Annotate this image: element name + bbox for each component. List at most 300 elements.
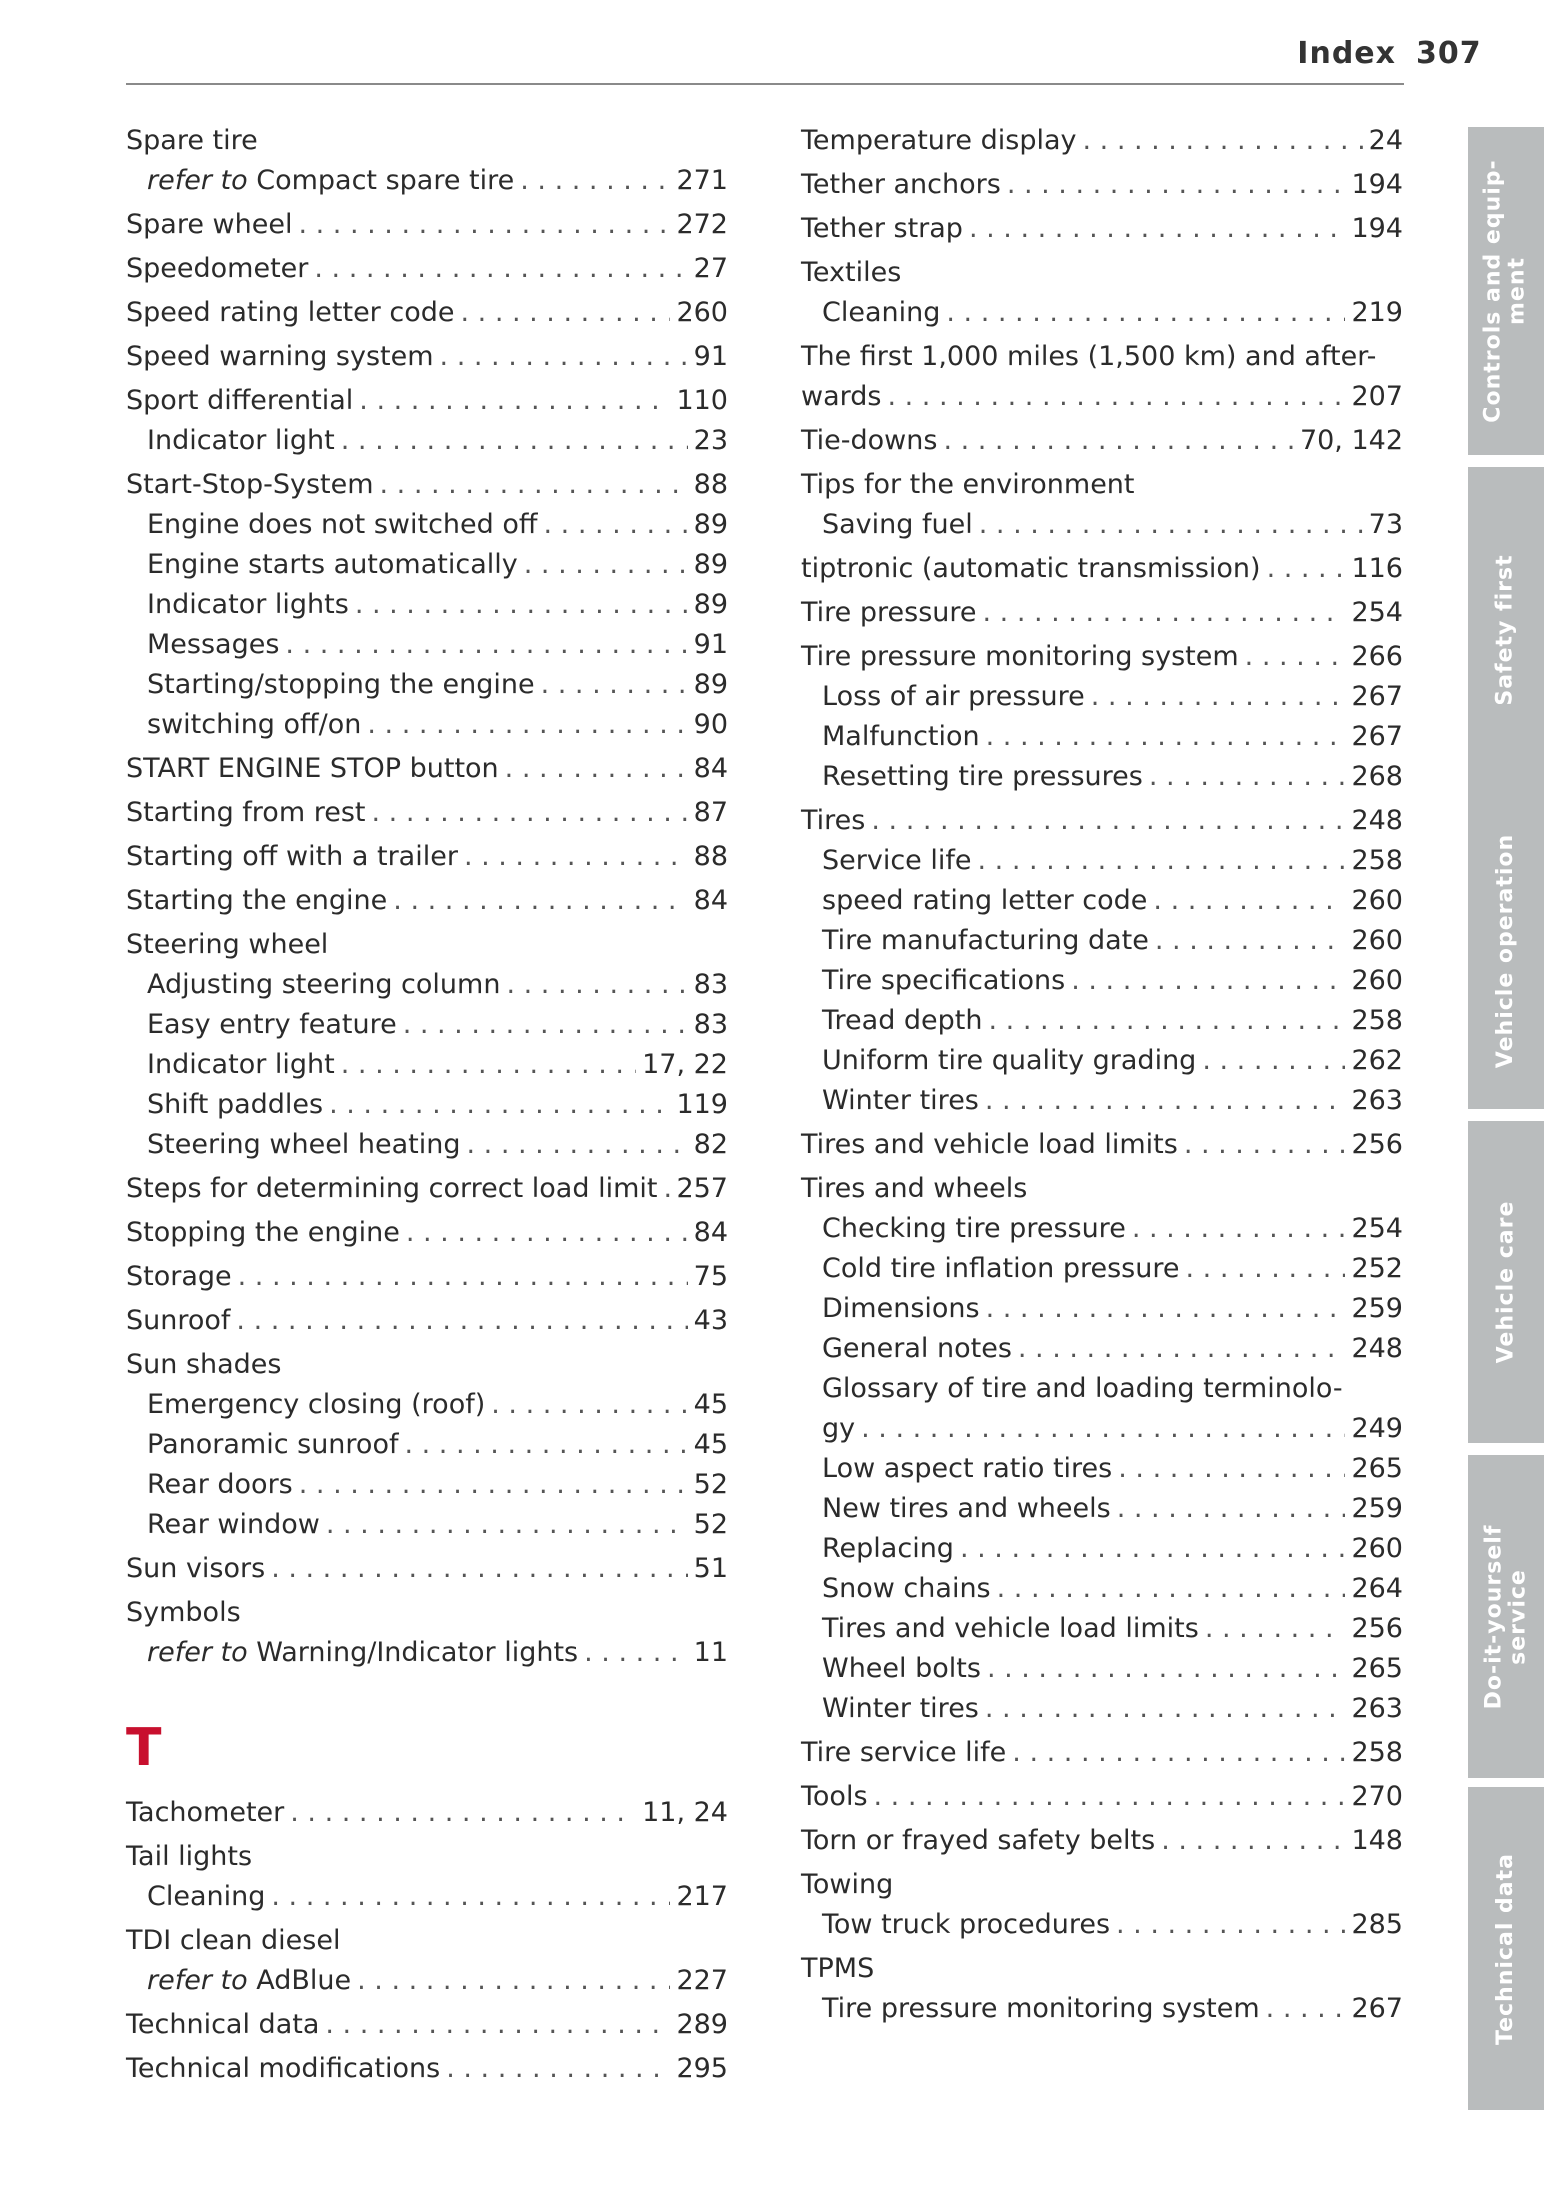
index-entry xyxy=(126,1465,728,1505)
index-entry-label xyxy=(147,1005,397,1045)
index-entry-page: 89 xyxy=(693,589,728,620)
index-entry-page: 256 xyxy=(1351,1613,1403,1644)
index-entry xyxy=(801,757,1403,797)
index-entry-label xyxy=(822,293,940,333)
index-entry-label xyxy=(822,1689,979,1729)
index-entry-text: Starting off with a trailer xyxy=(126,841,458,872)
index-entry xyxy=(126,1593,728,1633)
index-entry-text: Resetting tire pressures xyxy=(822,761,1143,792)
index-entry-text: START ENGINE STOP button xyxy=(126,753,499,784)
index-entry xyxy=(801,677,1403,717)
chapter-tab[interactable] xyxy=(1468,467,1544,792)
index-entry-text: The first 1,000 miles (1,500 km) and after- xyxy=(801,341,1377,372)
index-entry-page: 272 xyxy=(676,209,728,240)
dot-leader xyxy=(544,505,688,545)
index-entry xyxy=(126,925,728,965)
index-entry xyxy=(801,1125,1403,1165)
dot-leader xyxy=(983,593,1346,633)
section-letter-t: T xyxy=(126,1718,162,1778)
index-entry-label xyxy=(126,2049,440,2089)
dot-leader xyxy=(236,1301,687,1341)
index-entry-label xyxy=(126,1837,728,1877)
chapter-tab-label: Technical data xyxy=(1493,1852,1518,2045)
dot-leader xyxy=(1091,677,1346,717)
index-entry xyxy=(126,1385,728,1425)
index-entry-label xyxy=(822,505,973,545)
index-entry-page: 52 xyxy=(693,1509,728,1540)
index-entry-label xyxy=(126,293,454,333)
dot-leader xyxy=(238,1257,688,1297)
index-entry-label xyxy=(801,337,1403,377)
index-entry xyxy=(126,2005,728,2045)
index-entry-page: 267 xyxy=(1351,681,1403,712)
index-entry xyxy=(126,249,728,289)
index-entry xyxy=(126,337,728,377)
index-entry xyxy=(126,1633,728,1673)
index-entry-page: 90 xyxy=(693,709,728,740)
index-entry-text: Tires and vehicle load limits xyxy=(822,1613,1199,1644)
page-number: 307 xyxy=(1416,36,1482,71)
index-entry-text: Messages xyxy=(147,629,280,660)
index-entry xyxy=(801,1649,1403,1689)
dot-leader xyxy=(406,1213,688,1253)
dot-leader xyxy=(985,1689,1346,1729)
index-entry xyxy=(801,1569,1403,1609)
dot-leader xyxy=(355,585,688,625)
chapter-tab[interactable] xyxy=(1468,1455,1544,1778)
chapter-tab-label: Do-it-yourself service xyxy=(1481,1524,1531,1709)
index-entry-page: 11 xyxy=(693,1637,728,1668)
dot-leader xyxy=(359,381,670,421)
index-entry-label xyxy=(801,421,937,461)
index-entry-text: Starting from rest xyxy=(126,797,366,828)
dot-leader xyxy=(491,1385,687,1425)
index-entry-page: 249 xyxy=(1351,1413,1403,1444)
dot-leader xyxy=(326,1505,688,1545)
index-entry xyxy=(126,1257,728,1297)
index-entry-text: Speedometer xyxy=(126,253,309,284)
index-entry-label xyxy=(126,793,365,833)
dot-leader xyxy=(380,465,688,505)
dot-leader xyxy=(985,1081,1346,1121)
index-entry-text: Speed rating letter code xyxy=(126,297,455,328)
dot-leader xyxy=(357,1961,670,2001)
index-entry-text: Spare wheel xyxy=(126,209,293,240)
dot-leader xyxy=(986,717,1346,757)
index-entry-text: Storage xyxy=(126,1261,232,1292)
index-entry xyxy=(126,625,728,665)
index-entry-label xyxy=(822,757,1143,797)
index-column-left xyxy=(126,121,728,2089)
index-entry-label xyxy=(126,837,458,877)
dot-leader xyxy=(979,505,1363,545)
dot-leader xyxy=(298,205,670,245)
index-entry-text: Sunroof xyxy=(126,1305,231,1336)
index-entry-text: Tire pressure monitoring system xyxy=(801,641,1239,672)
dot-leader xyxy=(524,545,688,585)
dot-leader xyxy=(329,1085,670,1125)
index-entry xyxy=(801,165,1403,205)
index-entry-page: 227 xyxy=(676,1965,728,1996)
index-entry-text: Tire pressure xyxy=(801,597,977,628)
index-entry-text: New tires and wheels xyxy=(822,1493,1111,1524)
dot-leader xyxy=(520,161,670,201)
index-entry-page: 51 xyxy=(693,1553,728,1584)
index-entry-label xyxy=(126,1301,230,1341)
index-entry-label xyxy=(126,1345,728,1385)
index-entry-text: Compact spare tire xyxy=(256,165,515,196)
index-entry-text: Tire pressure monitoring system xyxy=(822,1993,1260,2024)
index-entry-label xyxy=(126,749,499,789)
chapter-tab[interactable] xyxy=(1468,792,1544,1109)
index-entry-page: 254 xyxy=(1351,1213,1403,1244)
index-entry-page: 89 xyxy=(693,509,728,540)
index-entry-text: Tire specifications xyxy=(822,965,1066,996)
dot-leader xyxy=(404,1425,687,1465)
index-entry xyxy=(126,1425,728,1465)
index-entry-text: Emergency closing (roof) xyxy=(147,1389,486,1420)
dot-leader xyxy=(285,625,687,665)
index-entry xyxy=(126,1345,728,1385)
chapter-tab[interactable] xyxy=(1468,1787,1544,2110)
index-entry-page: 270 xyxy=(1351,1781,1403,1812)
index-entry xyxy=(126,1837,728,1877)
index-entry-page: 24 xyxy=(1368,125,1403,156)
index-entry-text: Sport differential xyxy=(126,385,354,416)
index-entry xyxy=(126,161,728,201)
index-entry xyxy=(126,1125,728,1165)
dot-leader xyxy=(271,1549,687,1589)
index-entry-label xyxy=(822,881,1147,921)
index-entry-page: 52 xyxy=(693,1469,728,1500)
index-entry xyxy=(126,1005,728,1045)
index-entry-label xyxy=(822,1249,1179,1289)
index-entry-label xyxy=(801,1777,868,1817)
index-entry-text: Adjusting steering column xyxy=(147,969,501,1000)
dot-leader xyxy=(946,293,1345,333)
index-entry-text: TPMS xyxy=(801,1953,875,1984)
index-entry-page: 248 xyxy=(1351,805,1403,836)
chapter-tab[interactable] xyxy=(1468,127,1544,455)
index-entry-text: Tips for the environment xyxy=(801,469,1135,500)
index-entry xyxy=(801,717,1403,757)
dot-leader xyxy=(1245,637,1346,677)
index-entry xyxy=(801,921,1403,961)
index-entry-page: 17, 22 xyxy=(642,1049,728,1080)
index-entry xyxy=(801,1821,1403,1861)
dot-leader xyxy=(987,1649,1346,1689)
index-entry-text: Steering wheel xyxy=(126,929,329,960)
index-entry xyxy=(801,841,1403,881)
index-entry-page: 45 xyxy=(693,1429,728,1460)
dot-leader xyxy=(1185,1249,1345,1289)
index-entry-text: Tires and vehicle load limits xyxy=(801,1129,1178,1160)
index-entry-text: Cleaning xyxy=(822,297,941,328)
index-entry-label xyxy=(126,2005,319,2045)
index-entry-text: Engine does not switched off xyxy=(147,509,538,540)
dot-leader xyxy=(1018,1329,1346,1369)
index-entry-label xyxy=(147,1633,578,1673)
index-entry-page: 268 xyxy=(1351,761,1403,792)
index-entry xyxy=(801,961,1403,1001)
index-entry-label xyxy=(147,585,349,625)
index-entry-label xyxy=(147,625,279,665)
index-entry-text: Textiles xyxy=(801,257,902,288)
index-entry-text: Tools xyxy=(801,1781,868,1812)
index-entry-page: 84 xyxy=(693,885,728,916)
dot-leader xyxy=(986,1289,1346,1329)
index-entry-text: Tires xyxy=(801,805,866,836)
chapter-tab-label: Vehicle operation xyxy=(1493,833,1519,1068)
index-entry-page: 43 xyxy=(693,1305,728,1336)
chapter-tab[interactable] xyxy=(1468,1121,1544,1443)
dot-leader xyxy=(1116,1905,1345,1945)
index-entry-label xyxy=(126,1257,232,1297)
dot-leader xyxy=(1007,165,1346,205)
index-entry-page: 260 xyxy=(1351,925,1403,956)
index-entry xyxy=(126,2049,728,2089)
index-entry-text: Tread depth xyxy=(822,1005,983,1036)
index-entry-page: 260 xyxy=(676,297,728,328)
index-entry-text: Tether strap xyxy=(801,213,963,244)
dot-leader xyxy=(290,1793,636,1833)
index-entry-label xyxy=(801,253,1403,293)
dot-leader xyxy=(371,793,687,833)
index-entry-text: Indicator light xyxy=(147,1049,335,1080)
index-entry-label xyxy=(147,1425,398,1465)
dot-leader xyxy=(1155,921,1346,961)
index-entry-page: 194 xyxy=(1351,213,1403,244)
index-entry-page: 91 xyxy=(693,629,728,660)
index-entry-label xyxy=(822,1001,983,1041)
dot-leader xyxy=(989,1001,1346,1041)
index-entry-page: 45 xyxy=(693,1389,728,1420)
index-entry-label xyxy=(126,465,374,505)
index-entry xyxy=(801,549,1403,589)
index-entry xyxy=(126,965,728,1005)
index-entry xyxy=(801,1409,1403,1449)
index-entry-page: 264 xyxy=(1351,1573,1403,1604)
index-entry-text: Temperature display xyxy=(801,125,1077,156)
index-entry-label xyxy=(126,1921,728,1961)
index-entry-page: 257 xyxy=(676,1173,728,1204)
index-entry-text: Glossary of tire and loading terminolo- xyxy=(822,1373,1343,1404)
index-entry-page: 116 xyxy=(1351,553,1403,584)
index-entry-text: Spare tire xyxy=(126,125,258,156)
index-entry-text: Steering wheel heating xyxy=(147,1129,461,1160)
index-entry-label xyxy=(822,1041,1196,1081)
index-entry-page: 83 xyxy=(693,969,728,1000)
index-entry-text: Tether anchors xyxy=(801,169,1001,200)
index-entry-page: 260 xyxy=(1351,965,1403,996)
index-entry xyxy=(801,421,1403,461)
index-entry xyxy=(126,465,728,505)
index-entry xyxy=(126,881,728,921)
index-entry-label xyxy=(801,1125,1178,1165)
index-entry xyxy=(126,1085,728,1125)
dot-leader xyxy=(299,1465,688,1505)
dot-leader xyxy=(1267,549,1346,589)
index-entry-label xyxy=(801,377,881,417)
index-entry xyxy=(126,545,728,585)
index-entry-text: Torn or frayed safety belts xyxy=(801,1825,1156,1856)
index-entry-label xyxy=(147,1465,293,1505)
index-entry-text: Easy entry feature xyxy=(147,1009,397,1040)
index-entry-page: 265 xyxy=(1351,1653,1403,1684)
dot-leader xyxy=(1205,1609,1346,1649)
index-entry xyxy=(126,1877,728,1917)
index-entry xyxy=(126,505,728,545)
index-entry-label xyxy=(822,1409,855,1449)
index-entry-text: TDI clean diesel xyxy=(126,1925,341,1956)
index-entry-text: Tachometer xyxy=(126,1797,285,1828)
index-entry-page: 87 xyxy=(693,797,728,828)
dot-leader xyxy=(887,377,1345,417)
index-entry-label xyxy=(126,337,434,377)
index-entry-page: 110 xyxy=(676,385,728,416)
dot-leader xyxy=(978,841,1346,881)
index-entry-page: 248 xyxy=(1351,1333,1403,1364)
index-entry-text: Tire service life xyxy=(801,1737,1007,1768)
index-entry-text: tiptronic (automatic transmission) xyxy=(801,553,1261,584)
index-entry-label xyxy=(822,1569,991,1609)
index-entry-label xyxy=(147,1877,265,1917)
dot-leader xyxy=(1071,961,1345,1001)
index-entry xyxy=(126,1793,728,1833)
index-entry-label xyxy=(126,205,292,245)
dot-leader xyxy=(871,801,1345,841)
index-entry-label xyxy=(126,1793,284,1833)
dot-leader xyxy=(440,337,688,377)
index-entry xyxy=(801,801,1403,841)
index-entry xyxy=(801,293,1403,333)
index-entry-label xyxy=(801,165,1001,205)
index-entry xyxy=(801,209,1403,249)
index-entry-text: Malfunction xyxy=(822,721,980,752)
index-entry xyxy=(126,381,728,421)
index-entry-label xyxy=(147,1045,335,1085)
dot-leader xyxy=(969,209,1346,249)
refer-to-prefix: refer to xyxy=(147,1965,248,1996)
index-entry-page: 88 xyxy=(693,841,728,872)
index-entry xyxy=(801,1329,1403,1369)
dot-leader xyxy=(1161,1821,1345,1861)
index-entry-page: 84 xyxy=(693,753,728,784)
index-entry-page: 217 xyxy=(676,1881,728,1912)
index-entry-page: 207 xyxy=(1351,381,1403,412)
index-entry xyxy=(801,1689,1403,1729)
index-entry-text: Symbols xyxy=(126,1597,241,1628)
index-entry-text: Sun shades xyxy=(126,1349,282,1380)
index-entry xyxy=(801,465,1403,505)
index-entry-text: Sun visors xyxy=(126,1553,266,1584)
dot-leader xyxy=(314,249,687,289)
index-entry xyxy=(126,665,728,705)
index-entry-label xyxy=(822,961,1065,1001)
index-entry xyxy=(126,121,728,161)
index-entry-text: Tow truck procedures xyxy=(822,1909,1111,1940)
index-entry-text: Wheel bolts xyxy=(822,1653,981,1684)
index-entry-text: Snow chains xyxy=(822,1573,991,1604)
index-entry-label xyxy=(801,121,1076,161)
index-entry-label xyxy=(147,1125,461,1165)
index-entry-page: 73 xyxy=(1368,509,1403,540)
index-entry-label xyxy=(801,1865,1403,1905)
index-entry-page: 219 xyxy=(1351,297,1403,328)
index-entry-label xyxy=(801,1169,1403,1209)
index-entry-text: Loss of air pressure xyxy=(822,681,1085,712)
dot-leader xyxy=(861,1409,1345,1449)
index-entry xyxy=(801,1081,1403,1121)
index-entry-text: Starting the engine xyxy=(126,885,388,916)
index-entry xyxy=(801,1449,1403,1489)
index-entry-page: 260 xyxy=(1351,885,1403,916)
index-entry xyxy=(801,1169,1403,1209)
index-entry-page: 70, 142 xyxy=(1299,425,1403,456)
index-entry xyxy=(801,505,1403,545)
refer-to-prefix: refer to xyxy=(147,165,248,196)
index-entry-page: 194 xyxy=(1351,169,1403,200)
index-entry xyxy=(126,1549,728,1589)
index-entry xyxy=(801,1865,1403,1905)
index-entry-text: Uniform tire quality grading xyxy=(822,1045,1197,1076)
dot-leader xyxy=(393,881,687,921)
index-entry xyxy=(801,1905,1403,1945)
index-entry-text: Indicator lights xyxy=(147,589,349,620)
index-entry-text: Technical modifications xyxy=(126,2053,441,2084)
index-entry-page: 260 xyxy=(1351,1533,1403,1564)
index-entry-page: 267 xyxy=(1351,1993,1403,2024)
index-entry xyxy=(126,1213,728,1253)
index-entry-label xyxy=(147,1961,351,2001)
index-entry-text: Replacing xyxy=(822,1533,954,1564)
index-entry-page: 258 xyxy=(1351,1737,1403,1768)
index-entry-page: 89 xyxy=(693,669,728,700)
index-entry xyxy=(801,1249,1403,1289)
index-entry-page: 263 xyxy=(1351,1085,1403,1116)
index-entry xyxy=(126,837,728,877)
index-entry-page: 91 xyxy=(693,341,728,372)
index-entry xyxy=(801,377,1403,417)
index-entry-text: Winter tires xyxy=(822,1085,979,1116)
index-entry-label xyxy=(822,1905,1110,1945)
index-column-right xyxy=(801,121,1403,2029)
index-entry-page: 11, 24 xyxy=(642,1797,728,1828)
index-entry-label xyxy=(822,677,1085,717)
index-entry-label xyxy=(822,1289,980,1329)
index-entry-label xyxy=(822,1609,1199,1649)
index-entry-text: Dimensions xyxy=(822,1293,980,1324)
refer-to-prefix: refer to xyxy=(147,1637,248,1668)
index-entry xyxy=(801,881,1403,921)
index-entry xyxy=(801,637,1403,677)
index-entry xyxy=(126,749,728,789)
index-entry-label xyxy=(801,1949,1403,1989)
index-entry xyxy=(801,121,1403,161)
index-entry-text: Warning/Indicator lights xyxy=(256,1637,579,1668)
index-entry-label xyxy=(822,1369,1403,1409)
index-entry-text: switching off/on xyxy=(147,709,362,740)
index-entry xyxy=(801,1209,1403,1249)
index-entry xyxy=(801,1609,1403,1649)
index-entry xyxy=(126,585,728,625)
index-entry xyxy=(126,293,728,333)
index-entry-text: Towing xyxy=(801,1869,894,1900)
index-entry-page: 263 xyxy=(1351,1693,1403,1724)
dot-leader xyxy=(1082,121,1362,161)
dot-leader xyxy=(874,1777,1346,1817)
dot-leader xyxy=(1118,1449,1345,1489)
